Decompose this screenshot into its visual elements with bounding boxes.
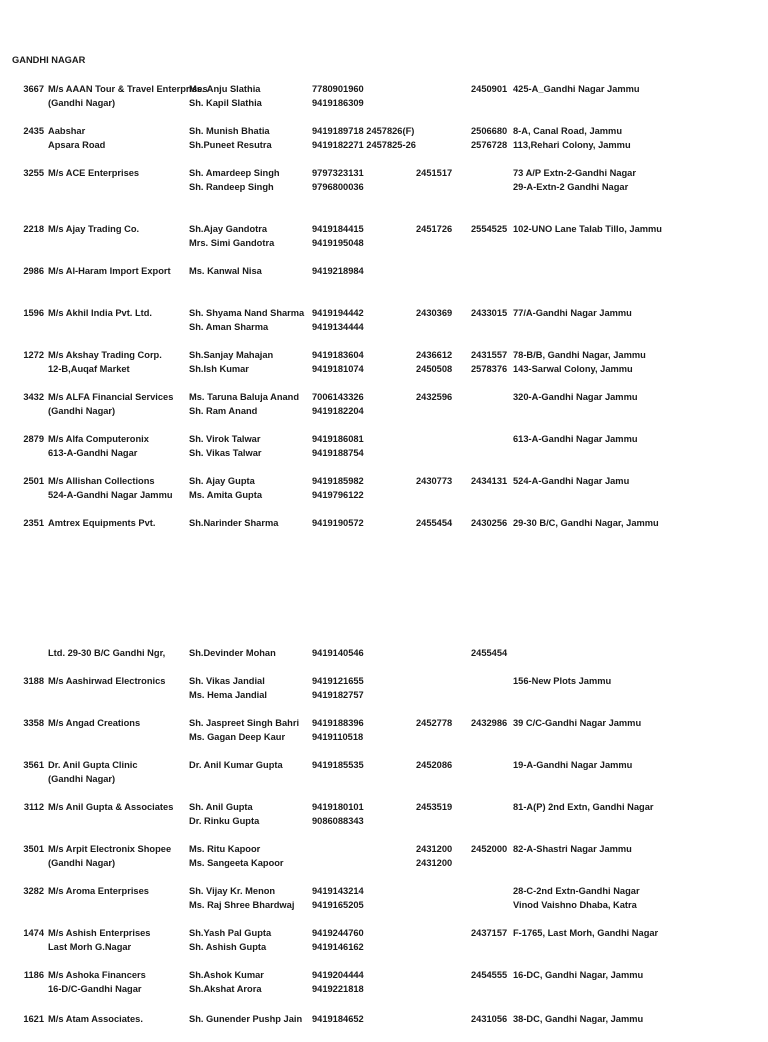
entry-name: M/s Ashish Enterprises	[48, 928, 151, 938]
entry-contact: Sh. Amardeep Singh	[189, 168, 280, 178]
entry-address: 524-A-Gandhi Nagar Jamu	[513, 476, 630, 486]
entry-phone1: 2452778	[416, 718, 453, 728]
entry-mobile: 9419244760	[312, 928, 364, 938]
entry-contact-line2: Sh.Puneet Resutra	[189, 140, 272, 150]
entry-name: M/s Ajay Trading Co.	[48, 224, 140, 234]
entry-name: M/s ACE Enterprises	[48, 168, 140, 178]
entry-mobile: 9419185535	[312, 760, 364, 770]
entry-address: 320-A-Gandhi Nagar Jammu	[513, 392, 638, 402]
member-code: 2435	[23, 126, 44, 136]
directory-entry	[0, 646, 768, 676]
entry-phone2: 2431557	[471, 350, 508, 360]
entry-phone1-line2: 2450508	[416, 364, 453, 374]
entry-mobile-line2: 9419195048	[312, 238, 364, 248]
entry-phone1: 2436612	[416, 350, 453, 360]
entry-contact-line2: Sh. Aman Sharma	[189, 322, 269, 332]
directory-entry	[0, 124, 768, 154]
entry-name-line2: 12-B,Auqaf Market	[48, 364, 130, 374]
entry-phone1: 2432596	[416, 392, 453, 402]
entry-name-line2: 16-D/C-Gandhi Nagar	[48, 984, 142, 994]
entry-address-line2: 113,Rehari Colony, Jammu	[513, 140, 631, 150]
directory-entry	[0, 1012, 768, 1042]
entry-address-line2: 143-Sarwal Colony, Jammu	[513, 364, 633, 374]
entry-contact-line2: Sh. Ashish Gupta	[189, 942, 267, 952]
entry-mobile: 9419180101	[312, 802, 364, 812]
member-code: 2218	[23, 224, 44, 234]
entry-contact-line2: Ms. Raj Shree Bhardwaj	[189, 900, 295, 910]
entry-phone2-line2: 2576728	[471, 140, 508, 150]
member-code: 2879	[23, 434, 44, 444]
entry-address: 425-A_Gandhi Nagar Jammu	[513, 84, 640, 94]
entry-phone2: 2455454	[471, 648, 508, 658]
entry-name: M/s Arpit Electronix Shopee	[48, 844, 172, 854]
directory-entry	[0, 222, 768, 252]
entry-name-line2: Last Morh G.Nagar	[48, 942, 132, 952]
entry-phone2: 2430256	[471, 518, 508, 528]
entry-mobile-line2: 9419186309	[312, 98, 364, 108]
entry-mobile: 9419143214	[312, 886, 364, 896]
entry-phone2: 2433015	[471, 308, 508, 318]
entry-address: 38-DC, Gandhi Nagar, Jammu	[513, 1014, 644, 1024]
member-code: 3358	[23, 718, 44, 728]
directory-entry	[0, 716, 768, 746]
entry-mobile: 7780901960	[312, 84, 364, 94]
entry-address: 16-DC, Gandhi Nagar, Jammu	[513, 970, 644, 980]
entry-phone1: 2430773	[416, 476, 453, 486]
entry-phone1: 2431200	[416, 844, 453, 854]
entry-contact: Sh.Yash Pal Gupta	[189, 928, 272, 938]
entry-name: Aabshar	[48, 126, 86, 136]
entry-name: Dr. Anil Gupta Clinic	[48, 760, 138, 770]
entry-name: M/s AAAN Tour & Travel Enterprises	[48, 84, 208, 94]
entry-contact: Ms. Taruna Baluja Anand	[189, 392, 300, 402]
entry-phone1: 2452086	[416, 760, 453, 770]
entry-name: M/s Al-Haram Import Export	[48, 266, 171, 276]
directory-entry	[0, 674, 768, 704]
member-code: 3432	[23, 392, 44, 402]
entry-mobile: 9797323131	[312, 168, 364, 178]
entry-contact: Ms. Kanwal Nisa	[189, 266, 262, 276]
entry-mobile-line2: 9419182204	[312, 406, 364, 416]
entry-mobile-line2: 9419796122	[312, 490, 364, 500]
entry-phone2: 2432986	[471, 718, 508, 728]
member-code: 3255	[23, 168, 44, 178]
entry-contact: Sh.Ashok Kumar	[189, 970, 264, 980]
entry-mobile-line2: 9419182757	[312, 690, 364, 700]
entry-phone2: 2454555	[471, 970, 508, 980]
entry-address-line2: 29-A-Extn-2 Gandhi Nagar	[513, 182, 629, 192]
entry-contact-line2: Sh. Ram Anand	[189, 406, 258, 416]
entry-mobile: 9419184415	[312, 224, 364, 234]
entry-contact: Sh.Sanjay Mahajan	[189, 350, 274, 360]
entry-mobile-line2: 9419188754	[312, 448, 364, 458]
entry-mobile: 9419183604	[312, 350, 364, 360]
directory-entry	[0, 800, 768, 830]
entry-name: Ltd. 29-30 B/C Gandhi Ngr,	[48, 648, 166, 658]
entry-contact: Ms. Anju Slathia	[189, 84, 261, 94]
member-code: 3282	[23, 886, 44, 896]
entry-address: 156-New Plots Jammu	[513, 676, 612, 686]
member-code: 1474	[23, 928, 44, 938]
entry-contact-line2: Sh. Kapil Slathia	[189, 98, 262, 108]
entry-mobile-line2: 9086088343	[312, 816, 364, 826]
entry-name-line2: 524-A-Gandhi Nagar Jammu	[48, 490, 173, 500]
entry-name: M/s Aroma Enterprises	[48, 886, 149, 896]
entry-phone2-line2: 2578376	[471, 364, 508, 374]
entry-phone1: 2455454	[416, 518, 453, 528]
entry-contact: Sh. Munish Bhatia	[189, 126, 270, 136]
entry-contact: Sh.Ajay Gandotra	[189, 224, 268, 234]
member-code: 1596	[23, 308, 44, 318]
entry-contact: Sh. Anil Gupta	[189, 802, 253, 812]
member-code: 1186	[23, 970, 44, 980]
entry-contact-line2: Ms. Amita Gupta	[189, 490, 263, 500]
entry-name: M/s Aashirwad Electronics	[48, 676, 166, 686]
entry-contact: Sh. Gunender Pushp Jain	[189, 1014, 303, 1024]
entry-contact: Sh. Shyama Nand Sharma	[189, 308, 305, 318]
entry-mobile: 9419218984	[312, 266, 364, 276]
directory-entry	[0, 926, 768, 956]
entry-address: 73 A/P Extn-2-Gandhi Nagar	[513, 168, 636, 178]
entry-contact-line2: Sh.Ish Kumar	[189, 364, 249, 374]
entry-mobile: 7006143326	[312, 392, 364, 402]
entry-name: M/s Akshay Trading Corp.	[48, 350, 162, 360]
entry-mobile: 9419184652	[312, 1014, 364, 1024]
member-code: 1621	[23, 1014, 44, 1024]
member-code: 2986	[23, 266, 44, 276]
directory-entry	[0, 968, 768, 998]
entry-mobile-line2: 9796800036	[312, 182, 364, 192]
member-code: 2351	[23, 518, 44, 528]
entry-mobile: 9419186081	[312, 434, 364, 444]
entry-name-line2: (Gandhi Nagar)	[48, 858, 116, 868]
entry-name: M/s Ashoka Financers	[48, 970, 146, 980]
entry-mobile-line2: 9419182271 2457825-26	[312, 140, 416, 150]
entry-phone2: 2431056	[471, 1014, 508, 1024]
entry-mobile: 9419140546	[312, 648, 364, 658]
entry-mobile-line2: 9419221818	[312, 984, 364, 994]
entry-name: Amtrex Equipments Pvt.	[48, 518, 156, 528]
member-code: 3667	[23, 84, 44, 94]
entry-contact-line2: Sh.Akshat Arora	[189, 984, 262, 994]
entry-mobile: 9419188396	[312, 718, 364, 728]
entry-name: M/s Alfa Computeronix	[48, 434, 149, 444]
entry-mobile-line2: 9419134444	[312, 322, 364, 332]
entry-address: 8-A, Canal Road, Jammu	[513, 126, 623, 136]
directory-entry	[0, 884, 768, 914]
entry-name-line2: (Gandhi Nagar)	[48, 98, 116, 108]
entry-phone2: 2450901	[471, 84, 508, 94]
entry-phone1: 2453519	[416, 802, 453, 812]
entry-contact: Ms. Ritu Kapoor	[189, 844, 261, 854]
entry-contact: Sh. Virok Talwar	[189, 434, 261, 444]
entry-contact: Sh. Ajay Gupta	[189, 476, 255, 486]
entry-contact: Sh.Narinder Sharma	[189, 518, 279, 528]
entry-name-line2: 613-A-Gandhi Nagar	[48, 448, 138, 458]
entry-phone2: 2434131	[471, 476, 508, 486]
directory-entry	[0, 474, 768, 504]
entry-address: 19-A-Gandhi Nagar Jammu	[513, 760, 633, 770]
entry-name-line2: (Gandhi Nagar)	[48, 774, 116, 784]
entry-contact-line2: Sh. Randeep Singh	[189, 182, 274, 192]
entry-contact: Sh. Vijay Kr. Menon	[189, 886, 276, 896]
directory-entry	[0, 166, 768, 196]
member-code: 3561	[23, 760, 44, 770]
entry-address: 81-A(P) 2nd Extn, Gandhi Nagar	[513, 802, 654, 812]
entry-mobile-line2: 9419146162	[312, 942, 364, 952]
entry-contact: Sh. Jaspreet Singh Bahri	[189, 718, 300, 728]
entry-phone1: 2451726	[416, 224, 453, 234]
entry-contact-line2: Mrs. Simi Gandotra	[189, 238, 275, 248]
entry-phone2: 2437157	[471, 928, 508, 938]
entry-name: M/s Anil Gupta & Associates	[48, 802, 174, 812]
member-code: 2501	[23, 476, 44, 486]
entry-mobile: 9419190572	[312, 518, 364, 528]
entry-mobile: 9419121655	[312, 676, 364, 686]
entry-mobile-line2: 9419165205	[312, 900, 364, 910]
entry-contact: Sh. Vikas Jandial	[189, 676, 265, 686]
page-heading: GANDHI NAGAR	[12, 55, 86, 65]
entry-mobile: 9419185982	[312, 476, 364, 486]
entry-name: M/s Angad Creations	[48, 718, 141, 728]
member-code: 3501	[23, 844, 44, 854]
member-code: 3188	[23, 676, 44, 686]
entry-address-line2: Vinod Vaishno Dhaba, Katra	[513, 900, 637, 910]
entry-mobile: 9419204444	[312, 970, 364, 980]
member-code: 1272	[23, 350, 44, 360]
directory-entry	[0, 390, 768, 420]
entry-contact-line2: Ms. Sangeeta Kapoor	[189, 858, 284, 868]
entry-address: 29-30 B/C, Gandhi Nagar, Jammu	[513, 518, 659, 528]
entry-phone1: 2451517	[416, 168, 453, 178]
directory-entry	[0, 348, 768, 378]
directory-entry	[0, 306, 768, 336]
entry-address: 613-A-Gandhi Nagar Jammu	[513, 434, 638, 444]
member-code: 3112	[23, 802, 44, 812]
entry-name: M/s Akhil India Pvt. Ltd.	[48, 308, 152, 318]
entry-mobile-line2: 9419110518	[312, 732, 364, 742]
entry-name-line2: Apsara Road	[48, 140, 106, 150]
entry-address: 102-UNO Lane Talab Tillo, Jammu	[513, 224, 662, 234]
entry-address: 82-A-Shastri Nagar Jammu	[513, 844, 632, 854]
entry-mobile: 9419194442	[312, 308, 364, 318]
entry-address: 28-C-2nd Extn-Gandhi Nagar	[513, 886, 640, 896]
entry-name: M/s Atam Associates.	[48, 1014, 143, 1024]
entry-address: 77/A-Gandhi Nagar Jammu	[513, 308, 632, 318]
entry-mobile: 9419189718 2457826(F)	[312, 126, 415, 136]
entry-mobile-line2: 9419181074	[312, 364, 364, 374]
directory-entry	[0, 758, 768, 788]
directory-entry	[0, 842, 768, 872]
entry-address: F-1765, Last Morh, Gandhi Nagar	[513, 928, 659, 938]
entry-name: M/s Allishan Collections	[48, 476, 155, 486]
entry-phone1-line2: 2431200	[416, 858, 453, 868]
entry-contact: Dr. Anil Kumar Gupta	[189, 760, 283, 770]
entry-phone1: 2430369	[416, 308, 453, 318]
entry-contact-line2: Ms. Hema Jandial	[189, 690, 268, 700]
entry-contact-line2: Sh. Vikas Talwar	[189, 448, 262, 458]
directory-entry	[0, 432, 768, 462]
entry-contact-line2: Dr. Rinku Gupta	[189, 816, 260, 826]
entry-name: M/s ALFA Financial Services	[48, 392, 174, 402]
directory-entry	[0, 82, 768, 112]
entry-address: 39 C/C-Gandhi Nagar Jammu	[513, 718, 642, 728]
entry-contact: Sh.Devinder Mohan	[189, 648, 276, 658]
entry-phone2: 2554525	[471, 224, 508, 234]
entry-name-line2: (Gandhi Nagar)	[48, 406, 116, 416]
directory-entry	[0, 516, 768, 546]
entry-address: 78-B/B, Gandhi Nagar, Jammu	[513, 350, 646, 360]
directory-entry	[0, 264, 768, 294]
entry-phone2: 2506680	[471, 126, 508, 136]
entry-phone2: 2452000	[471, 844, 508, 854]
entry-contact-line2: Ms. Gagan Deep Kaur	[189, 732, 286, 742]
